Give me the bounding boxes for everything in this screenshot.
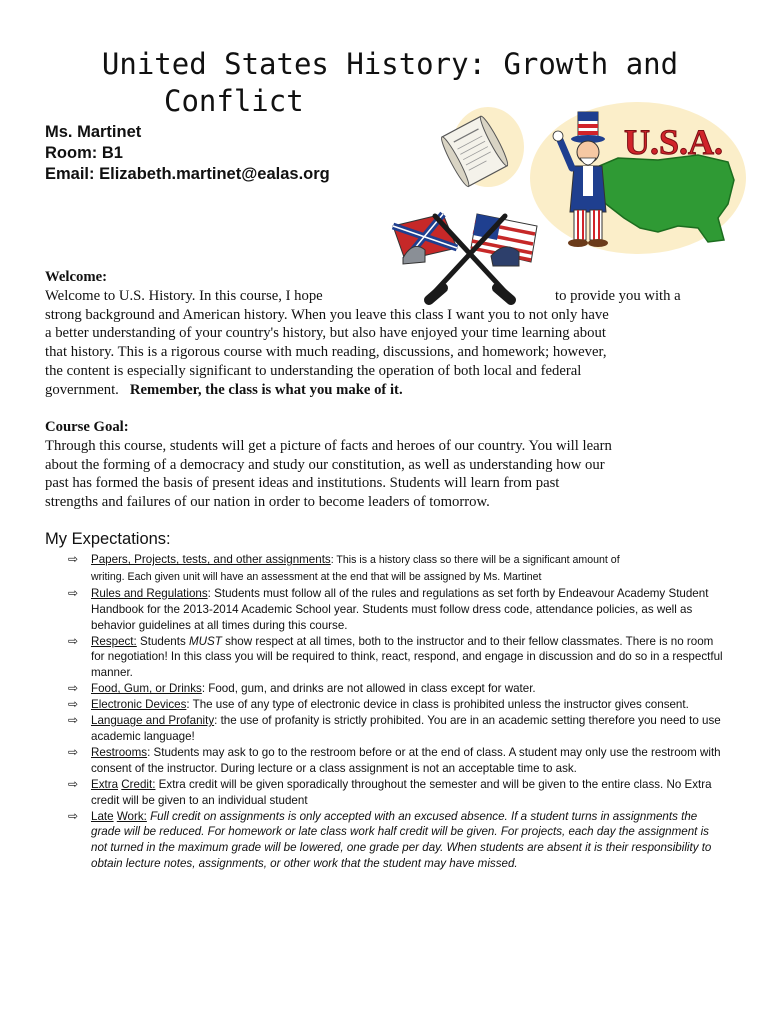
list-item	[68, 697, 728, 713]
welcome-heading: Welcome:	[45, 269, 107, 285]
teacher-room: Room: B1	[45, 144, 123, 162]
item-text: : Students may ask to go to the restroom before or at the end of class. A student may only use the restroom with consent of the instructor. During lecture or a class assignment is not an acceptable time to ask.	[91, 745, 721, 775]
usa-map-label: U.S.A.	[624, 122, 724, 162]
teacher-info	[45, 122, 330, 185]
welcome-line-6	[45, 381, 725, 400]
item-label: Late	[91, 809, 114, 823]
arrow-icon: ⇨	[68, 776, 79, 791]
list-item	[68, 713, 728, 745]
list-item	[68, 552, 728, 586]
course-goal-line-3: past has formed the basis of present ideas and institutions. Students will learn from past	[45, 475, 560, 492]
list-item	[68, 777, 728, 809]
welcome-section	[45, 268, 725, 400]
item-text: Students	[136, 634, 189, 648]
item-text: : The use of any type of electronic device in class is prohibited unless the instructor gives consent.	[186, 698, 689, 712]
teacher-email: Email: Elizabeth.martinet@ealas.org	[45, 165, 330, 183]
course-goal-line-1: Through this course, students will get a picture of facts and heroes of our country. You will learn	[45, 437, 612, 454]
title-line-1: United States History: Growth and	[101, 47, 679, 81]
item-label: Papers, Projects, tests, and other assignments	[91, 553, 331, 566]
course-goal-line-4: strengths and failures of our nation in order to become leaders of tomorrow.	[45, 494, 490, 511]
welcome-line-1	[45, 287, 725, 306]
item-label: Rules and Regulations	[91, 586, 208, 600]
arrow-icon: ⇨	[68, 744, 79, 759]
item-text: Full credit on assignments is only accepted with an excused absence. If a student turns in assignments the grade will be reduced. For homework or late class work half credit will be given. For projects, each day the assignment is not turned in the maximum grade will be lowered, one grade per day. When students are absent it is their responsibility to obtain lecture notes, assignments, or other work that the student may have missed.	[91, 809, 712, 871]
arrow-icon: ⇨	[68, 681, 79, 696]
item-label: Restrooms	[91, 745, 148, 759]
item-text: : the use of profanity is strictly prohibited. You are in an academic setting therefore you need to use academic language!	[91, 714, 721, 743]
arrow-icon: ⇨	[68, 697, 79, 712]
welcome-government: government.	[45, 381, 119, 398]
welcome-line-2: strong background and American history. When you leave this class I want you to not only have	[45, 306, 609, 323]
item-label-cont: Credit:	[121, 777, 156, 791]
list-item	[68, 586, 728, 634]
arrow-icon: ⇨	[68, 633, 79, 648]
arrow-icon: ⇨	[68, 552, 79, 566]
item-text: Extra credit will be given sporadically throughout the semester and will be given to the entire class. No Extra credit will be given to an individual student	[91, 777, 712, 807]
course-goal-heading: Course Goal:	[45, 419, 129, 435]
item-label: Language and Profanity	[91, 714, 215, 728]
item-label: Respect:	[91, 634, 137, 648]
arrow-icon: ⇨	[68, 808, 79, 823]
title-line-2: Conflict	[164, 84, 304, 118]
item-label-cont: Work:	[116, 809, 147, 823]
welcome-line-4: that history. This is a rigorous course with much reading, discussions, and homework; however,	[45, 344, 607, 361]
item-label: Food, Gum, or Drinks	[91, 682, 202, 696]
expectations-list	[68, 552, 728, 872]
item-label: Extra	[91, 777, 119, 791]
item-text: : Students must follow all of the rules and regulations as set forth by Endeavour Academy Student Handbook for the 2013-2014 Academic School year. Students must follow dress code, attendance policies, as well as behavior guidelines at all times during this course.	[91, 586, 709, 632]
expectations-heading: My Expectations:	[45, 530, 171, 548]
welcome-line-5: the content is especially significant to understanding the operation of both local and federal	[45, 362, 582, 379]
arrow-icon: ⇨	[68, 585, 79, 600]
item-text-emphasis: MUST	[188, 634, 222, 648]
item-text: : This is a history class so there will be a significant amount of	[330, 554, 620, 566]
welcome-line-1-start: Welcome to U.S. History. In this course, I hope	[45, 287, 323, 304]
list-item	[68, 745, 728, 777]
arrow-icon: ⇨	[68, 713, 79, 728]
welcome-line-1-end: to provide you with a	[555, 287, 681, 304]
course-goal-section	[45, 418, 725, 512]
constitution-scroll-image	[430, 105, 525, 195]
teacher-name: Ms. Martinet	[45, 123, 142, 141]
item-text: : Food, gum, and drinks are not allowed in class except for water.	[201, 682, 536, 696]
item-label: Electronic Devices	[91, 698, 187, 712]
item-text-cont: writing. Each given unit will have an assessment at the end that will be assigned by Ms. Martinet	[91, 570, 542, 583]
welcome-line-3: a better understanding of your country's history, but also have enjoyed your time learning about	[45, 325, 606, 342]
welcome-remember: Remember, the class is what you make of it.	[129, 381, 403, 398]
uncle-sam-usa-image	[528, 100, 748, 260]
course-goal-line-2: about the forming of a democracy and study our constitution, as well as understanding how our	[45, 456, 605, 473]
list-item	[68, 681, 728, 697]
item-text-cont: show respect at all times, both to the instructor and to their fellow classmates. There is no room for negotiation! In this class you will be required to think, react, respond, and engage in discussion and do so in a respectful manner.	[91, 634, 723, 680]
list-item	[68, 809, 728, 873]
list-item	[68, 634, 728, 682]
